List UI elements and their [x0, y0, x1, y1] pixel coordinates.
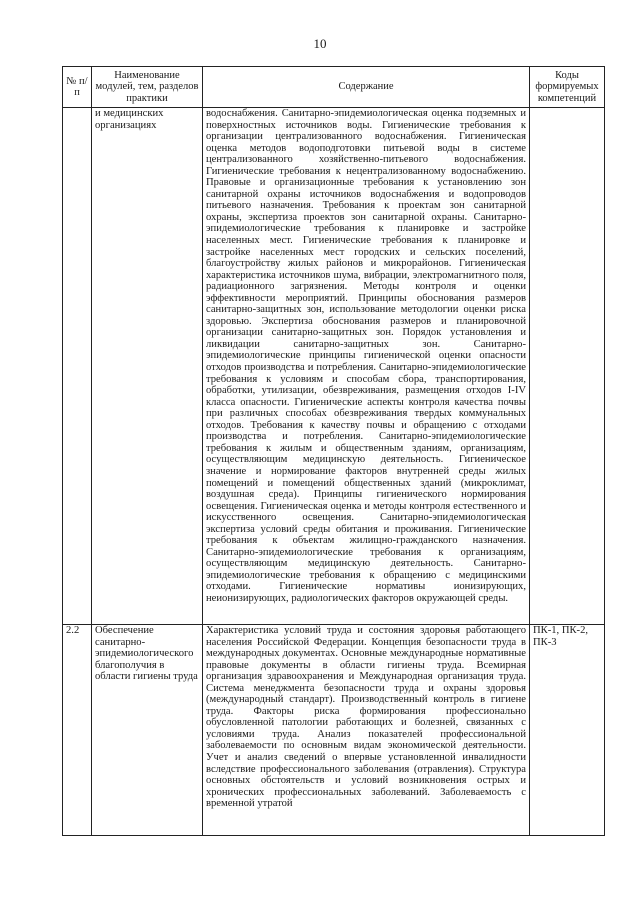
row-number: 2.2 [63, 625, 92, 836]
page-number: 10 [313, 36, 327, 51]
header-name: Наименование модулей, тем, разделов практики [92, 67, 203, 108]
header-number: № п/п [63, 67, 92, 108]
row-codes: ПК-1, ПК-2, ПК-3 [530, 625, 605, 836]
header-content: Содержание [203, 67, 530, 108]
row-number [63, 108, 92, 625]
row-content: водоснабжения. Санитарно-эпидемиологическая оценка подземных и поверхностных источников воды. Гигиенические требования к организации централизованного водоснабжения. Гигиеническая оценка методов водоподготовки питьевой воды в системе централизованного хозяйственно-питьевого водоснабжения. Гигиенические требования к нецентрализованному водоснабжению. Правовые и организационные требования к установлению зон санитарной охраны источников водоснабжения и водопроводов питьевого назначения. Требования к проектам зон санитарной охраны, экспертиза проектов зон санитарной охраны. Санитарно-эпидемиологические требования к планировке и застройке населенных мест. Гигиенические требования к планировке и застройке населенных мест городских и сельских поселений, благоустройству жилых районов и микрорайонов. Гигиеническая характеристика источников шума, вибрации, электромагнитного поля, радиационного загрязнения. Методы контроля и оценки эффективности мероприятий. Принципы обоснования размеров санитарно-защитных зон, использование методологии оценки риска здоровью. Экспертиза обоснования размеров и планировочной организации санитарно-защитных зон. Порядок установления и ликвидации санитарно-защитных зон. Санитарно-эпидемиологические принципы гигиенической оценки опасности отходов производства и потребления. Санитарно-эпидемиологические требования к условиям и способам сбора, транспортирования, обработки, утилизации, обезвреживания, размещения отходов I-IV класса опасности. Гигиенические аспекты контроля качества почвы при различных способах обезвреживания твердых коммунальных отходов. Требования к качеству почвы и обращению с отходами производства и потребления. Санитарно-эпидемиологические требования к жилым и общественным зданиям, организациям, осуществляющим медицинскую деятельность. Гигиеническое значение и нормирование факторов внутренней среды жилых помещений и помещений общественных зданий (микроклимат, воздушная среда). Принципы гигиенического нормирования освещения. Гигиеническая оценка и методы контроля естественного и искусственного освещения. Санитарно-эпидемиологическая экспертиза условий среды обитания и проживания. Гигиенические требования к объектам жилищно-гражданского назначения. Санитарно-эпидемиологические требования к организациям, осуществляющим медицинскую деятельность. Санитарно-эпидемиологические требования к обращению с медицинскими отходами. Гигиенические нормативы ионизирующих, неионизирующих, радиологических факторов окружающей среды. [203, 108, 530, 625]
row-name: Обеспечение санитарно-эпидемиологического благополучия в области гигиены труда [92, 625, 203, 836]
curriculum-table [62, 66, 605, 836]
row-content: Характеристика условий труда и состояния здоровья работающего населения Российской Федерации. Концепция безопасности труда в международных документах. Основные международные нормативные правовые документы в области гигиены труда. Всемирная организация здравоохранения и Международная организация труда. Система менеджмента безопасности труда и охраны здоровья (международный стандарт). Производственный контроль в гигиене труда. Факторы риска формирования профессионально обусловленной патологии работающих и болезней, связанных с условиями труда. Анализ показателей профессиональной заболеваемости по основным видам экономической деятельности. Учет и анализ сведений о впервые установленной инвалидности вследствие профессионального заболевания (отравления). Структура основных обстоятельств и условий возникновения острых и хронических профессиональных заболеваний. Заболеваемость с временной утратой [203, 625, 530, 836]
row-name: и медицинских организациях [92, 108, 203, 625]
row-codes [530, 108, 605, 625]
table-row [63, 625, 605, 836]
header-codes: Коды формируемых компетенций [530, 67, 605, 108]
table-header-row [63, 67, 605, 108]
table-row [63, 108, 605, 625]
